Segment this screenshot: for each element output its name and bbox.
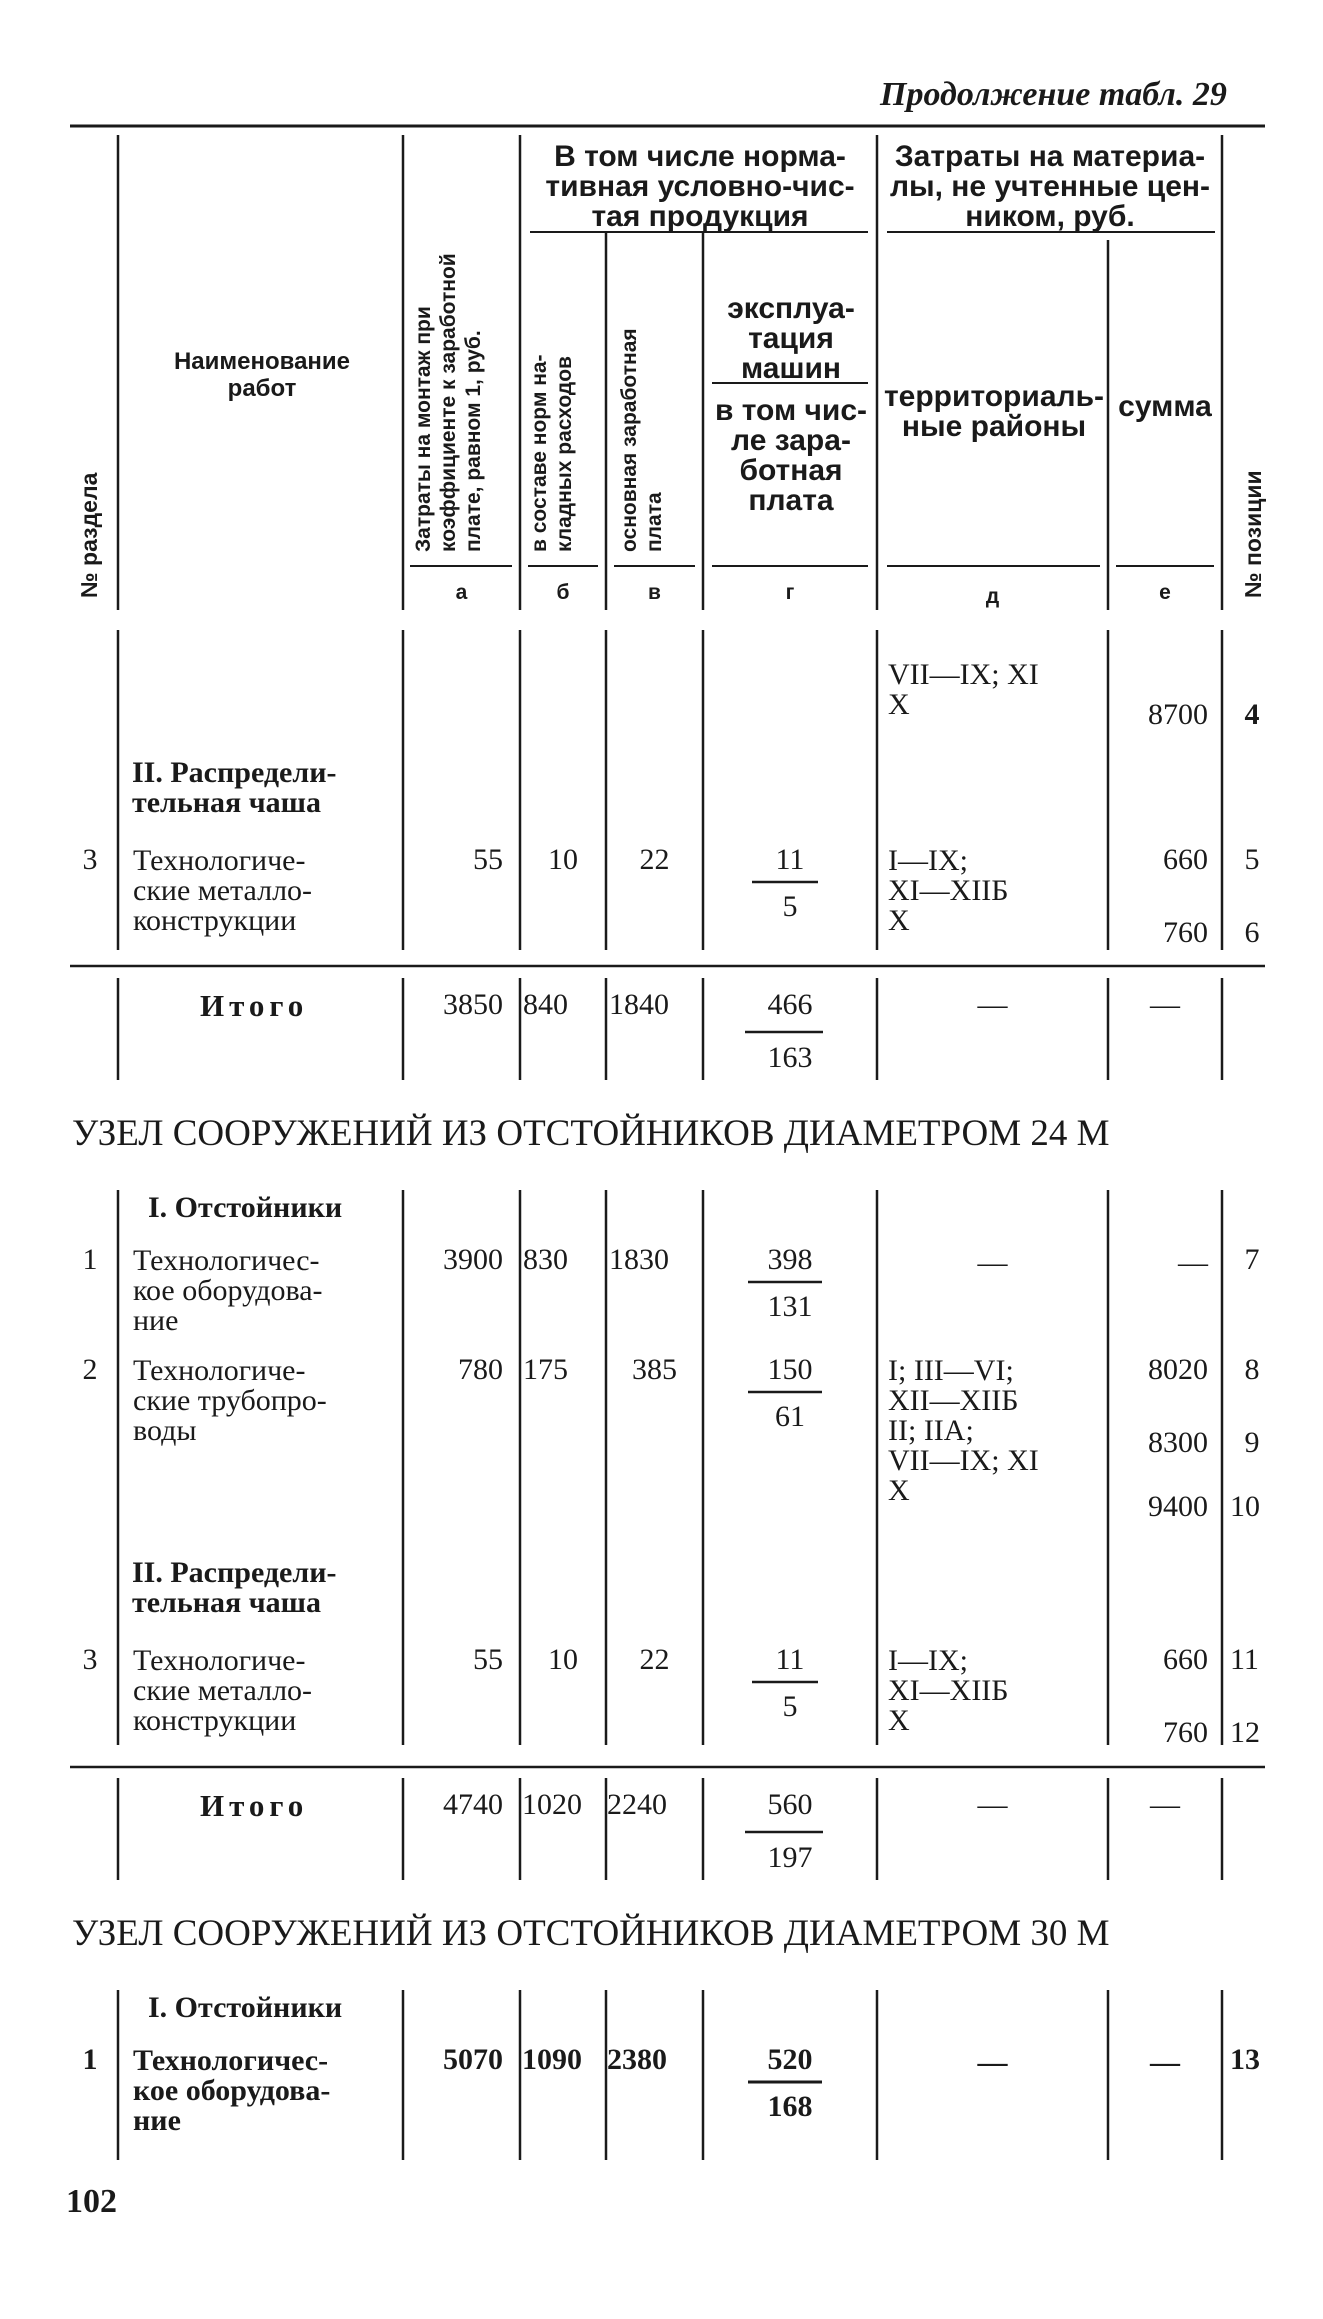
block1-row1-e: 8700 [1148,698,1208,731]
block1-row3-b: 10 [548,843,578,876]
s3-row1-d: — [977,2046,1008,2079]
s2-row3-razdel: 3 [82,1643,98,1676]
block1-row3-razdel: 3 [82,843,98,876]
s2-row1-razdel: 1 [82,1243,98,1276]
s3-row1-b: 1090 [522,2043,582,2076]
s2-row3-poz2: 12 [1230,1716,1260,1749]
s2-row3-name: Технологиче- ские металло- конструкции [133,1644,313,1737]
s3-row1-v: 2380 [607,2043,667,2076]
header-b: в составе норм на- кладных расходов [528,354,576,552]
s2-row1-name: Технологичес- кое оборудова- ние [133,1244,323,1337]
s2-row2-d: I; III—VI; XII—XIIБ II; IIА; VII—IX; XI X [888,1354,1039,1507]
s3-row1-e: — [1150,2046,1180,2079]
s2-row2-v: 385 [632,1353,677,1386]
header-a: Затраты на монтаж при коэффициенте к заработной плате, равном 1, руб. [412,253,485,552]
table-caption: Продолжение табл. 29 [880,76,1227,113]
block1-total-g-top: 466 [767,988,813,1021]
col-letter-g: г [785,581,795,604]
col-letter-d: д [985,585,1000,608]
s2-total-g-top: 560 [767,1788,813,1821]
block1-row3-name: Технологиче- ские металло- конструкции [133,844,313,937]
s3-row1-name: Технологичес- кое оборудова- ние [133,2044,331,2137]
block1-total-label: Итого [200,988,309,1023]
s2-row2-name: Технологиче- ские трубопро- воды [133,1354,327,1447]
section2-subsection2: II. Распредели- тельная чаша [132,1556,337,1619]
header-g-top: эксплуа- тация машин [727,292,855,385]
s2-row1-v: 1830 [609,1243,669,1276]
s2-total-d: — [977,1788,1008,1821]
section2-title: УЗЕЛ СООРУЖЕНИЙ ИЗ ОТСТОЙНИКОВ ДИАМЕТРОМ 24 М [72,1113,1110,1154]
s2-row2-poz2: 9 [1244,1426,1260,1459]
s2-row3-d: I—IX; XI—XIIБ X [888,1644,1009,1737]
s3-row1-poz: 13 [1230,2043,1260,2076]
block1-row3-a: 55 [473,843,503,876]
s2-row3-b: 10 [548,1643,578,1676]
block1-row3-poz2: 6 [1244,916,1260,949]
s2-row1-b: 830 [523,1243,568,1276]
section3-subsection1: I. Отстойники [148,1991,343,2024]
block1-row1-d: VII—IX; XI X [888,658,1039,721]
block1-row3-g-top: 11 [775,843,805,876]
header-e: сумма [1118,390,1212,423]
block1-total-e: — [1150,988,1180,1021]
block1-row3-e2: 760 [1163,916,1208,949]
block1-row3-poz1: 5 [1244,843,1260,876]
block1-total-d: — [977,988,1008,1021]
s2-row2-e1: 8020 [1148,1353,1208,1386]
s2-row2-g-bottom: 61 [775,1400,805,1433]
s3-row1-a: 5070 [443,2043,503,2076]
s3-row1-g-top: 520 [767,2043,813,2076]
s2-row3-v: 22 [639,1643,670,1676]
block1-row3-d: I—IX; XI—XIIБ X [888,844,1009,937]
s2-row3-poz1: 11 [1230,1643,1259,1676]
header-group-mat: Затраты на материа- лы, не учтенные цен- ником, руб. [889,140,1211,233]
col-letter-v: в [648,581,661,604]
section2-subsection1: I. Отстойники [148,1191,343,1224]
header-naim: Наименование работ [173,348,351,402]
s2-row1-poz: 7 [1244,1243,1260,1276]
s2-row2-e3: 9400 [1148,1490,1208,1523]
s2-row1-a: 3900 [443,1243,503,1276]
s2-total-v: 2240 [607,1788,667,1821]
header-poz: № позиции [1240,470,1266,598]
s2-row2-g-top: 150 [767,1353,813,1386]
s3-row1-g-bottom: 168 [767,2090,813,2123]
block1-row3-v: 22 [639,843,670,876]
block1-row3-e1: 660 [1163,843,1208,876]
s2-row1-d: — [977,1246,1008,1279]
header-razdel: № раздела [76,472,102,598]
block1-total-b: 840 [523,988,568,1021]
block1-row1-poz: 4 [1244,698,1260,731]
s2-row2-b: 175 [523,1353,568,1386]
s2-row2-poz1: 8 [1244,1353,1260,1386]
block1-total-a: 3850 [443,988,503,1021]
block1-total-g-bottom: 163 [767,1041,813,1074]
s2-total-label: Итого [200,1788,309,1823]
header-g-bottom: в том чис- ле зара- ботная плата [714,394,868,517]
header-v: основная заработная плата [618,328,666,552]
s2-row1-e: — [1178,1246,1208,1279]
s2-row3-e1: 660 [1163,1643,1208,1676]
col-letter-e: е [1159,581,1171,604]
col-letter-a: а [455,581,468,604]
s2-row2-e2: 8300 [1148,1426,1208,1459]
col-letter-b: б [556,581,570,604]
block1-row3-g-bottom: 5 [782,890,798,923]
s2-row2-a: 780 [458,1353,503,1386]
s2-row3-g-top: 11 [775,1643,805,1676]
s2-row1-g-bottom: 131 [767,1290,813,1323]
s2-row3-g-bottom: 5 [782,1690,798,1723]
s2-total-a: 4740 [443,1788,503,1821]
s2-row1-g-top: 398 [767,1243,813,1276]
s2-total-e: — [1150,1788,1180,1821]
section3-title: УЗЕЛ СООРУЖЕНИЙ ИЗ ОТСТОЙНИКОВ ДИАМЕТРОМ 30 М [72,1913,1110,1954]
block1-subsection: II. Распредели- тельная чаша [132,756,337,819]
header-d: территориаль- ные районы [883,380,1105,443]
s2-row3-a: 55 [473,1643,503,1676]
s2-row2-poz3: 10 [1230,1490,1260,1523]
s2-row2-razdel: 2 [82,1353,98,1386]
block1-total-v: 1840 [609,988,669,1021]
page-number: 102 [66,2183,117,2220]
s2-total-g-bottom: 197 [767,1841,813,1874]
header-group-norm: В том числе норма- тивная условно-чис- тая продукция [545,140,855,233]
s3-row1-razdel: 1 [82,2043,98,2076]
s2-total-b: 1020 [522,1788,582,1821]
s2-row3-e2: 760 [1163,1716,1208,1749]
